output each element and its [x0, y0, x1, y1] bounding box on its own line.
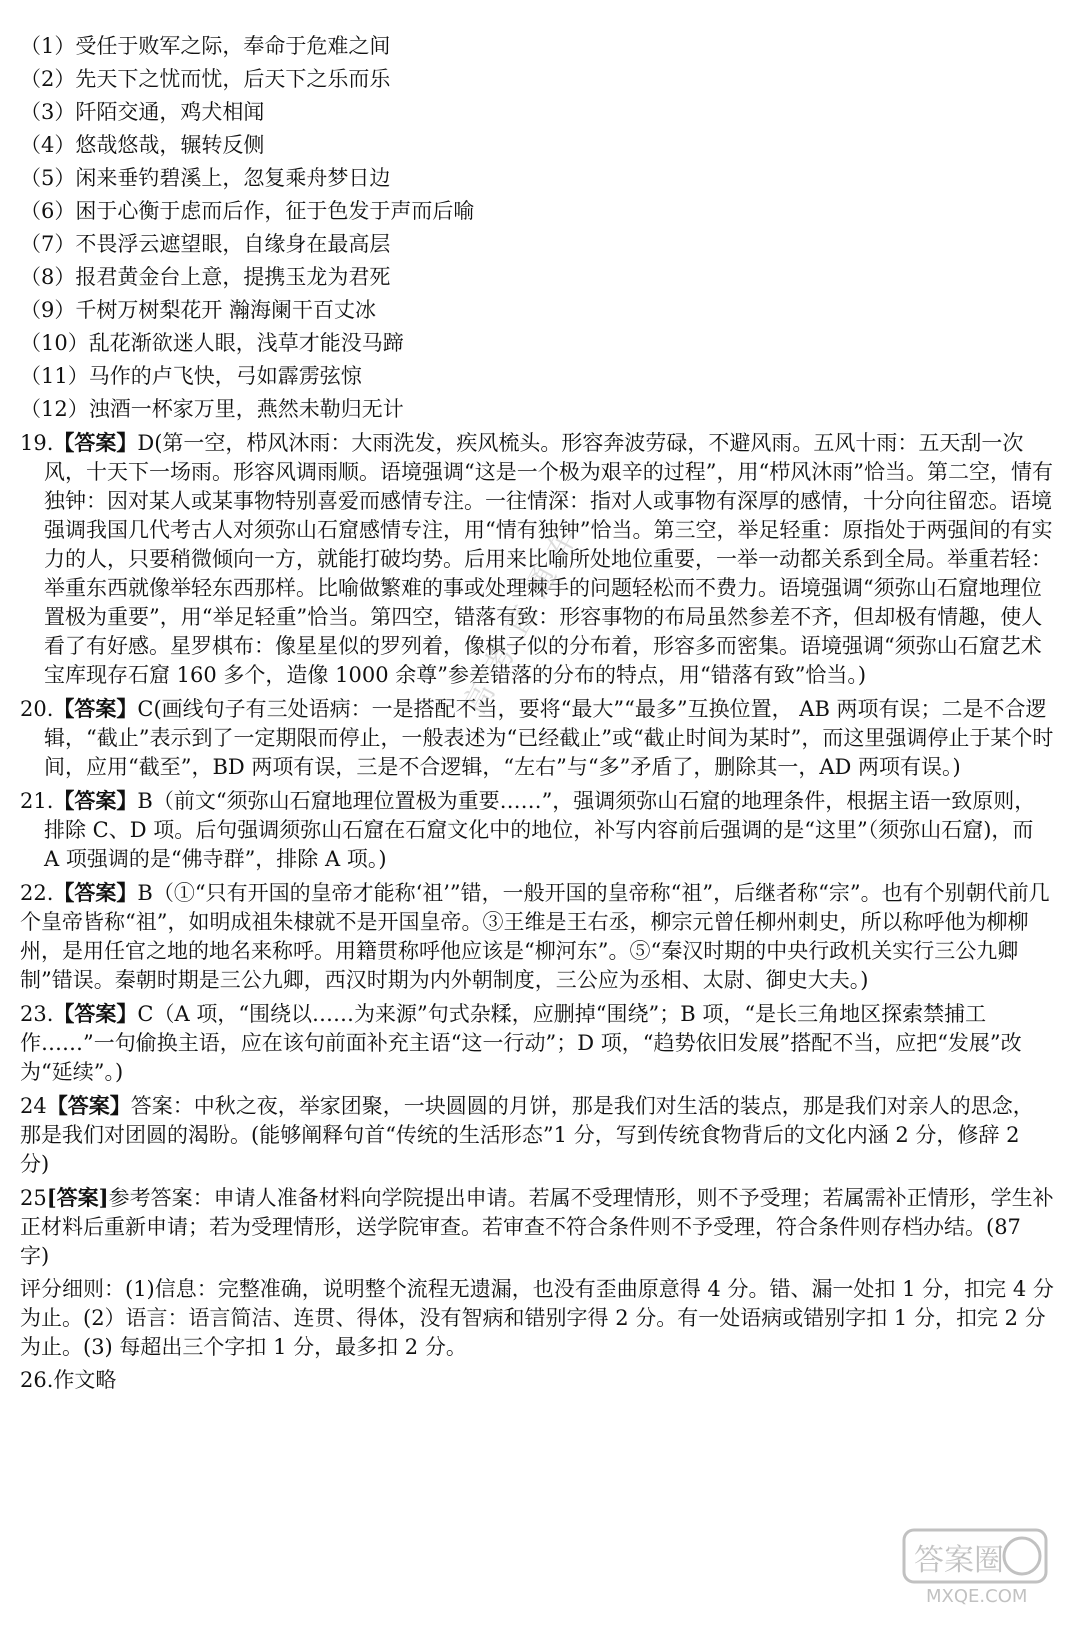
answer-23 — [20, 999, 1054, 1087]
logo-text: 答案圈 — [914, 1543, 1004, 1578]
list-item: （8）报君黄金台上意，提携玉龙为君死 — [20, 265, 391, 289]
answer-22 — [20, 878, 1054, 995]
list-item: （9）千树万树梨花开 瀚海阑干百丈冰 — [20, 298, 377, 322]
watermark-text: 高考直通车 — [457, 509, 592, 721]
answer-tag: 【答案】 — [53, 430, 138, 455]
answer-20 — [20, 694, 1054, 782]
answer-text: 答案：中秋之夜，举家团聚，一块圆圆的月饼，那是我们对生活的装点，那是我们对亲人的思念，那是我们对团圆的渴盼。(能够阐释句首“传统的生活形态”1 分，写到传统食物背后的文化内涵 2 分，修辞 2 分) — [20, 1094, 1034, 1176]
answer-tag: 【答案】 — [46, 1093, 131, 1118]
list-item: （10）乱花渐欲迷人眼，浅草才能没马蹄 — [20, 331, 404, 355]
question-number: 23. — [20, 1002, 54, 1026]
list-item: （1）受任于败军之际，奉命于危难之间 — [20, 34, 391, 58]
answer-text: B（①“只有开国的皇帝才能称‘祖’”错，一般开国的皇帝称“祖”，后继者称“宗”。也有个别朝代前几个皇帝皆称“祖”，如明成祖朱棣就不是开国皇帝。③王维是王右丞，柳宗元曾任柳州刺史，所以称呼他为柳柳州，是用任官之地的地名来称呼。用籍贯称呼他应该是“柳河东”。⑤“秦汉时期的中央行政机关实行三公九卿制”错误。秦朝时期是三公九卿，西汉时期为内外朝制度，三公应为丞相、太尉、御史大夫。) — [20, 881, 1050, 992]
answer-26: 26.作文略 — [20, 1368, 117, 1392]
answer-tag: 【答案】 — [53, 788, 138, 813]
answer-text: D(第一空，栉风沐雨：大雨洗发，疾风梳头。形容奔波劳碌，不避风雨。五风十雨：五天刮一次风，十天下一场雨。形容风调雨顺。语境强调“这是一个极为艰辛的过程”，用“栉风沐雨”恰当。第二空，情有独钟：因对某人或某事物特别喜爱而感情专注。一往情深：指对人或事物有深厚的感情，十分向往留恋。语境强调我国几代考古人对须弥山石窟感情专注，用“情有独钟”恰当。第三空，举足轻重：原指处于两强间的有实力的人，只要稍微倾向一方，就能打破均势。后用来比喻所处地位重要，一举一动都关系到全局。举重若轻：举重东西就像举轻东西那样。比喻做繁难的事或处理棘手的问题轻松而不费力。语境强调“须弥山石窟地理位置极为重要”，用“举足轻重”恰当。第四空，错落有致：形容事物的布局虽然参差不齐，但却极有情趣，使人看了有好感。星罗棋布：像星星似的罗列着，像棋子似的分布着，形容多而密集。语境强调“须弥山石窟艺术宝库现存石窟 160 多个，造像 1000 余尊”参差错落的分布的特点，用“错落有致”恰当。) — [44, 431, 1053, 687]
question-number: 24 — [20, 1094, 47, 1118]
question-number: 21. — [20, 789, 54, 813]
answer-tag: 【答案】 — [53, 1001, 138, 1026]
answer-text: B（前文“须弥山石窟地理位置极为重要……”，强调须弥山石窟的地理条件，根据主语一致原则，排除 C、D 项。后句强调须弥山石窟在石窟文化中的地位，补写内容前后强调的是“这里”（须弥山石窟)，而 A 项强调的是“佛寺群”，排除 A 项。) — [44, 789, 1036, 871]
answer-tag: [答案] — [46, 1185, 109, 1210]
answer-text: 参考答案：申请人准备材料向学院提出申请。若属不受理情形，则不予受理；若属需补正情形，学生补正材料后重新申请；若为受理情形，送学院审查。若审查不符合条件则不予受理，符合条件则存档办结。(87 字) — [20, 1186, 1054, 1268]
list-item: （6）困于心衡于虑而后作，征于色发于声而后喻 — [20, 199, 475, 223]
list-item: （5）闲来垂钓碧溪上，忽复乘舟梦日边 — [20, 166, 391, 190]
answer-tag: 【答案】 — [53, 880, 138, 905]
answer-text: C（A 项，“围绕以……为来源”句式杂糅，应删掉“围绕”；B 项，“是长三角地区探索禁捕工作……”一句偷换主语，应在该句前面补充主语“这一行动”；D 项，“趋势依旧发展”搭配不当，应把“发展”改为“延续”。) — [20, 1002, 1022, 1084]
list-item: （2）先天下之忧而忧，后天下之乐而乐 — [20, 67, 391, 91]
site-logo — [900, 1526, 1050, 1608]
list-item: （7）不畏浮云遮望眼，自缘身在最高层 — [20, 232, 391, 256]
scoring-rules: 评分细则：(1)信息：完整准确，说明整个流程无遗漏，也没有歪曲原意得 4 分。错、漏一处扣 1 分，扣完 4 分为止。(2）语言：语言简洁、连贯、得体，没有智病和错别字得 2 分。有一处语病或错别字扣 1 分，扣完 2 分为止。(3) 每超出三个字扣 1 分，最多扣 2 分。 — [20, 1277, 1054, 1359]
question-number: 20. — [20, 697, 54, 721]
list-item: （4）悠哉悠哉，辗转反侧 — [20, 133, 265, 157]
question-number: 25 — [20, 1186, 47, 1210]
logo-icon — [900, 1526, 1050, 1608]
answer-25 — [20, 1183, 1054, 1271]
answer-tag: 【答案】 — [53, 696, 138, 721]
question-number: 19. — [20, 431, 54, 455]
answer-21 — [20, 786, 1054, 874]
list-item: （3）阡陌交通，鸡犬相闻 — [20, 100, 265, 124]
answer-text: C(画线句子有三处语病：一是搭配不当，要将“最大”“最多”互换位置， AB 两项有误；二是不合逻辑，“截止”表示到了一定期限而停止，一般表述为“已经截止”或“截止时间为某时”，而这里强调停止于某个时间，应用“截至”，BD 两项有误，三是不合逻辑，“左右”与“多”矛盾了，删除其一，AD 两项有误。) — [44, 697, 1054, 779]
answer-24 — [20, 1091, 1054, 1179]
list-item: （11）马作的卢飞快，弓如霹雳弦惊 — [20, 364, 362, 388]
logo-url: MXQE.COM — [926, 1586, 1028, 1607]
recitation-answers-list — [20, 30, 1054, 426]
list-item: （12）浊酒一杯家万里，燕然未勒归无计 — [20, 397, 404, 421]
question-number: 22. — [20, 881, 54, 905]
